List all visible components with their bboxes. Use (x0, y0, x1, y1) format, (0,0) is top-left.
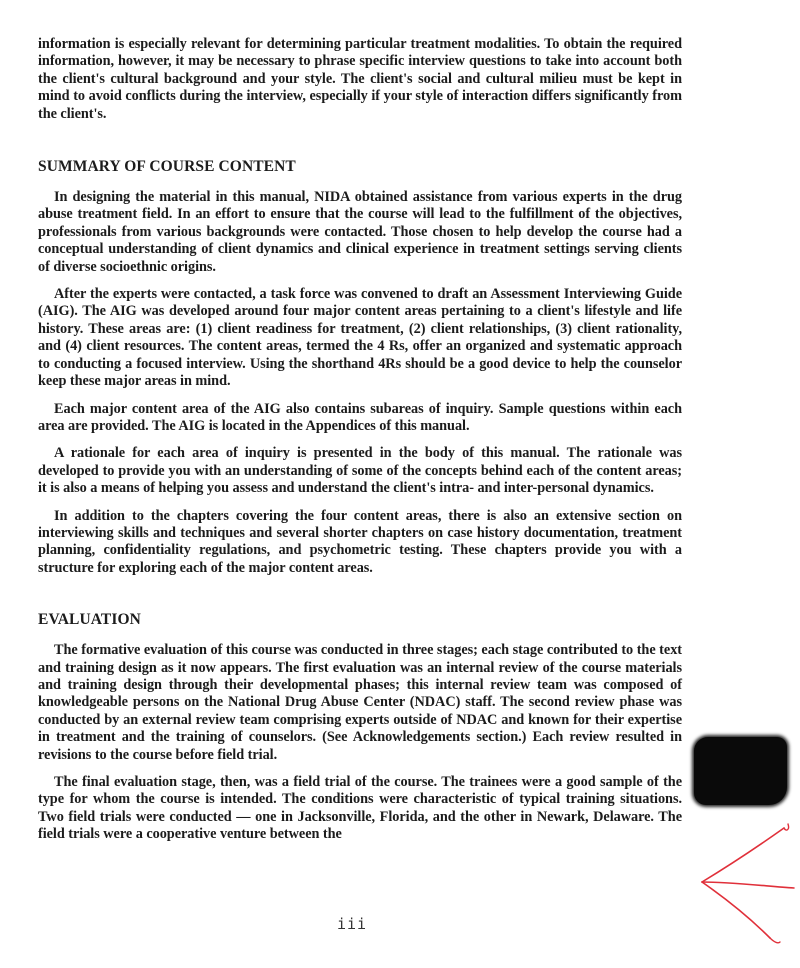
evaluation-paragraph-2: The final evaluation stage, then, was a field trial of the course. The trainees were a good sample of the type for whom the course is intended. The conditions were characteristic of typical training situations. Two field trials were conducted — one in Jacksonville, Florida, and the other in Newark, Delaware. The field trials were a cooperative venture between the (38, 774, 682, 843)
red-arrow-lines (690, 820, 800, 950)
summary-paragraph-5: In addition to the chapters covering the four content areas, there is also an extensive section on interviewing skills and techniques and several shorter chapters on case history documentation, treatment planning, confidentiality regulations, and psychometric testing. These chapters provide you with a structure for exploring each of the major content areas. (38, 507, 682, 576)
summary-paragraph-2: After the experts were contacted, a task force was convened to draft an Assessment Interviewing Guide (AIG). The AIG was developed around four major content areas pertaining to a client's lifestyle and life history. These areas are: (1) client readiness for treatment, (2) client relationships, (3) client rationality, and (4) client resources. The content areas, termed the 4 Rs, offer an organized and systematic approach to conducting a focused interview. Using the shorthand 4Rs should be a good device to help the counselor keep these major areas in mind. (38, 286, 682, 390)
summary-paragraph-3: Each major content area of the AIG also contains subareas of inquiry. Sample questions within each area are provided. The AIG is located in the Appendices of this manual. (38, 400, 682, 434)
summary-heading: SUMMARY OF COURSE CONTENT (38, 158, 296, 176)
summary-paragraph-4: A rationale for each area of inquiry is presented in the body of this manual. The rationale was developed to provide you with an understanding of some of the concepts behind each of the content areas; it is also a means of helping you assess and understand the client's intra- and inter-personal dynamics. (38, 445, 682, 497)
summary-paragraph-1: In designing the material in this manual, NIDA obtained assistance from various experts in the drug abuse treatment field. In an effort to ensure that the course will lead to the fulfillment of the objectives, professionals from various backgrounds were contacted. Those chosen to help develop the course had a conceptual understanding of client dynamics and clinical experience in treatment settings serving clients of diverse socioethnic origins. (38, 189, 682, 275)
document-page (38, 36, 682, 844)
intro-paragraph: information is especially relevant for determining particular treatment modalities. To obtain the required information, however, it may be necessary to phrase specific interview questions to take into account both the client's cultural background and your style. The client's social and cultural milieu must be kept in mind to avoid conflicts during the interview, especially if your style of interaction differs significantly from the client's. (38, 36, 682, 122)
page-number: iii (336, 915, 368, 933)
redaction-scribble (694, 737, 787, 805)
evaluation-paragraph-1: The formative evaluation of this course was conducted in three stages; each stage contributed to the text and training design as it now appears. The first evaluation was an internal review of the course materials and training design through their developmental phases; this internal review team was composed of knowledgeable persons on the National Drug Abuse Center (NDAC) staff. The second review phase was conducted by an external review team comprising experts outside of NDAC and known for their expertise in treatment and the training of counselors. (See Acknowledgements section.) Each review resulted in revisions to the course before field trial. (38, 642, 682, 763)
evaluation-heading: EVALUATION (38, 611, 141, 629)
